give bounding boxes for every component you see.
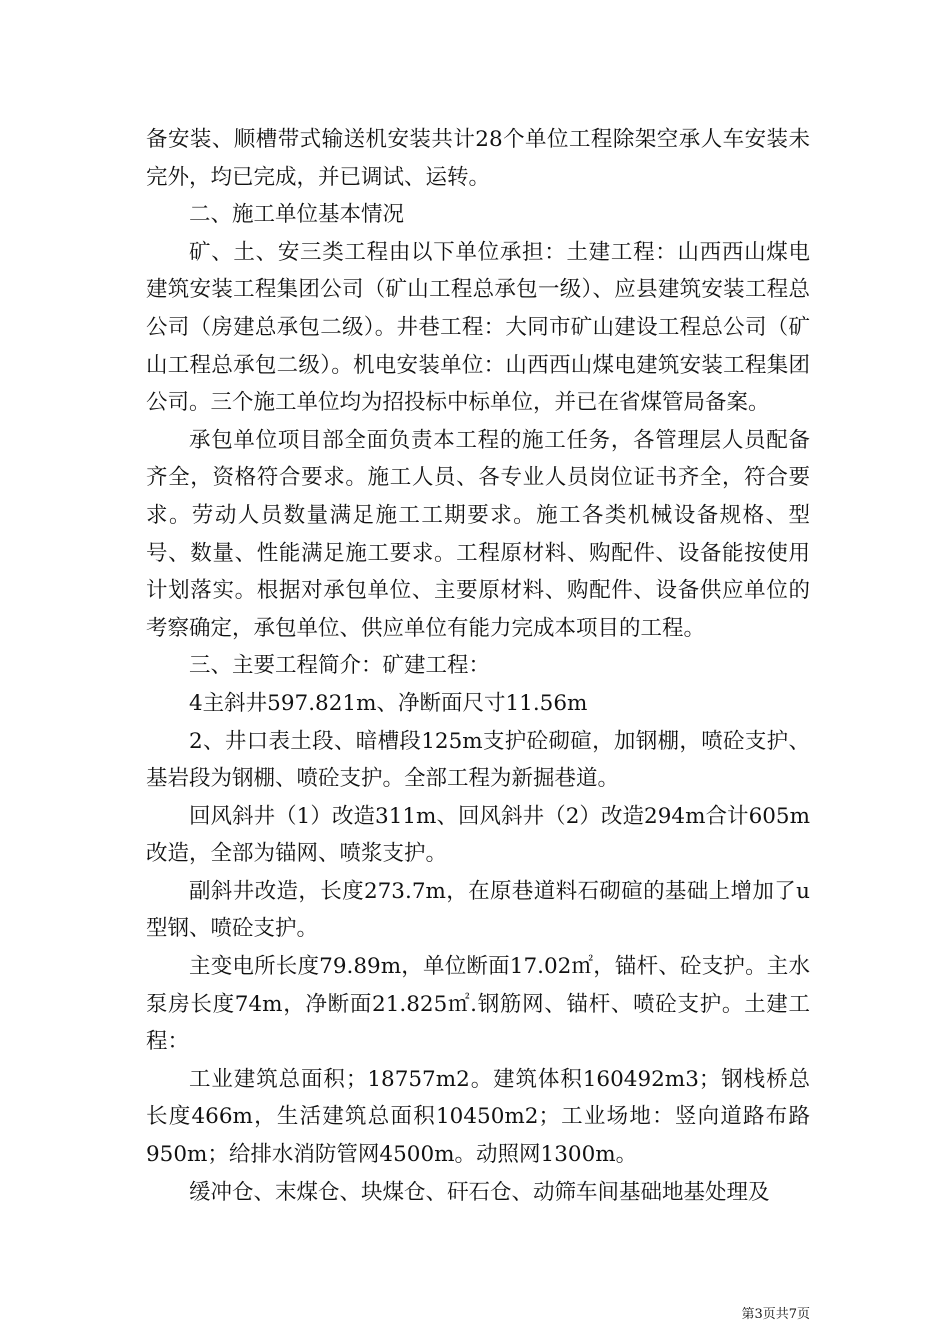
paragraph-8: 回风斜井（1）改造311m、回风斜井（2）改造294m合计605m改造，全部为锚网、喷浆支护。 <box>146 803 810 867</box>
paragraph-10: 主变电所长度79.89m，单位断面17.02㎡，锚杆、砼支护。主水泵房长度74m，净断面21.825㎡.钢筋网、锚杆、喷砼支护。土建工程： <box>146 954 810 1055</box>
paragraph-12: 缓冲仓、末煤仓、块煤仓、矸石仓、动筛车间基础地基处理及 <box>189 1179 770 1205</box>
paragraph-3: 矿、土、安三类工程由以下单位承担：土建工程：山西西山煤电建筑安装工程集团公司（矿山工程总承包一级）、应县建筑安装工程总公司（房建总承包二级）。井巷工程：大同市矿山建设工程总公司（矿山工程总承包二级）。机电安装单位：山西西山煤电建筑安装工程集团公司。三个施工单位均为招投标中标单位，并已在省煤管局备案。 <box>146 239 810 416</box>
section-heading-3: 三、主要工程简介：矿建工程： <box>189 653 491 679</box>
paragraph-7: 2、井口表土段、暗槽段125m支护砼砌碹，加钢棚，喷砼支护、基岩段为钢棚、喷砼支护。全部工程为新掘巷道。 <box>146 728 810 792</box>
paragraph-4: 承包单位项目部全面负责本工程的施工任务，各管理层人员配备齐全，资格符合要求。施工人员、各专业人员岗位证书齐全，符合要求。劳动人员数量满足施工工期要求。施工各类机械设备规格、型号、数量、性能满足施工要求。工程原材料、购配件、设备能按使用计划落实。根据对承包单位、主要原材料、购配件、设备供应单位的考察确定，承包单位、供应单位有能力完成本项目的工程。 <box>146 427 810 641</box>
document-body <box>146 121 810 1211</box>
paragraph-9: 副斜井改造，长度273.7m，在原巷道料石砌碹的基础上增加了u型钢、喷砼支护。 <box>146 878 810 942</box>
paragraph-6: 4主斜井597.821m、净断面尺寸11.56m <box>189 690 588 716</box>
paragraph-11: 工业建筑总面积；18757m2。建筑体积160492m3；钢栈桥总长度466m，生活建筑总面积10450m2；工业场地：竖向道路布路950m；给排水消防管网4500m。动照网1300m。 <box>146 1066 810 1168</box>
section-heading-2: 二、施工单位基本情况 <box>189 202 405 228</box>
paragraph-1: 备安装、顺槽带式输送机安装共计28个单位工程除架空承人车安装未完外，均已完成，并已调试、运转。 <box>146 127 810 190</box>
page-number-footer: 第3页共7页 <box>741 1307 810 1322</box>
